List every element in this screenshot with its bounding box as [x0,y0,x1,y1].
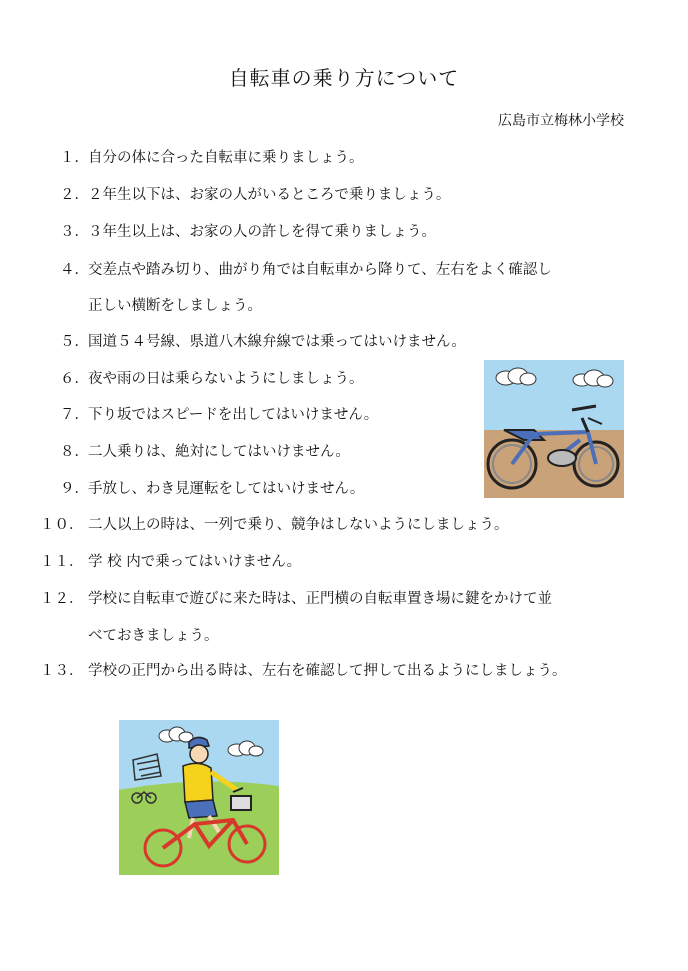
rule-text-continued: 正しい横断をしましょう。 [88,298,262,314]
school-name: 広島市立梅林小学校 [498,113,624,129]
rule-text: 自分の体に合った自転車に乗りましょう。 [88,150,364,166]
rule-number: ２． [60,187,89,203]
rule-text: 手放し、わき見運転をしてはいけません。 [88,481,365,497]
page-title: 自転車の乗り方について [228,66,460,90]
rule-text: ３年生以上は、お家の人の許しを得て乗りましょう。 [88,224,436,240]
rule-text: 下り坂ではスピードを出してはいけません。 [88,407,379,423]
rule-number: ７． [60,407,89,423]
rule-number: ８． [60,444,89,460]
rule-text: 二人以上の時は、一列で乗り、競争はしないようにしましょう。 [88,517,509,533]
boy-riding-bicycle-illustration [119,720,279,875]
rule-number: ３． [60,224,89,240]
sky-background [484,360,624,430]
rule-text-continued: べておきましょう。 [88,628,219,644]
rule-number: １． [60,150,89,166]
rule-text: 学校の正門から出る時は、左右を確認して押して出るようにしましょう。 [88,663,567,679]
rule-number: １１． [40,554,84,570]
rule-number: １２． [40,591,84,607]
rule-text: 夜や雨の日は乗らないようにしましょう。 [88,371,364,387]
rule-text: 交差点や踏み切り、曲がり角では自転車から降りて、左右をよく確認し [88,262,552,278]
rule-number: ９． [60,481,89,497]
rule-text: 学校に自転車で遊びに来た時は、正門横の自転車置き場に鍵をかけて並 [88,591,552,607]
rule-number: ４． [60,262,89,278]
rule-text: ２年生以下は、お家の人がいるところで乗りましょう。 [88,187,451,203]
rule-text: 国道５４号線、県道八木線弁線では乗ってはいけません。 [88,334,466,350]
rule-text: 二人乗りは、絶対にしてはいけません。 [88,444,350,460]
rule-number: ６． [60,371,89,387]
rule-number: １３． [40,663,84,679]
parked-bicycle-illustration [484,360,624,498]
rule-number: １０． [40,517,84,533]
rule-number: ５． [60,334,89,350]
rule-text: 学 校 内で乗ってはいけません。 [88,554,302,570]
